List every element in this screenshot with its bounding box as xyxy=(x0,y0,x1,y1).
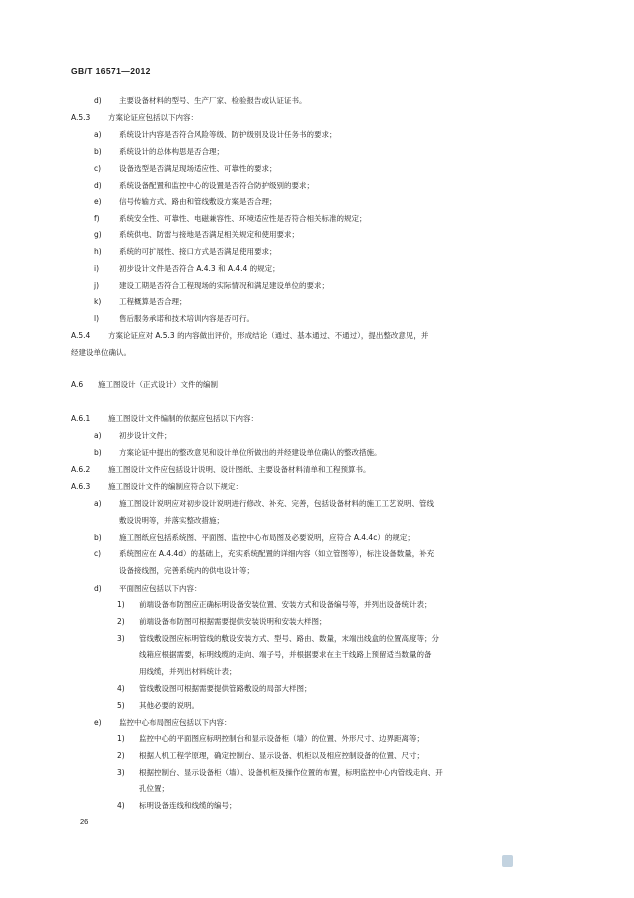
item-label: a) xyxy=(94,130,102,139)
corner-logo-icon xyxy=(502,855,513,867)
clause-number: A.5.3 xyxy=(71,113,91,122)
sub-item-text: 前端设备布防图应正确标明设备安装位置、安装方式和设备编号等，并列出设备统计表； xyxy=(139,600,432,609)
sub-item-label: 3) xyxy=(117,768,125,777)
item-text: 系统设计的总体构思是否合理； xyxy=(119,147,224,156)
item-label: k) xyxy=(94,297,102,306)
clause-text: 方案论证应对 A.5.3 的内容做出评价，形成结论（通过、基本通过、不通过），提出整改意见，并 xyxy=(108,331,429,340)
sub-item-label: 2) xyxy=(117,617,125,626)
item-text: 建设工期是否符合工程现场的实际情况和满足建设单位的要求； xyxy=(119,281,329,290)
item-text: 设备接线图，完善系统内的供电设计等； xyxy=(119,566,254,575)
section-number: A.6 xyxy=(71,380,84,389)
item-label: a) xyxy=(94,499,102,508)
sub-item-text: 监控中心的平面图应标明控制台和显示设备柜（墙）的位置、外形尺寸、边界距离等； xyxy=(139,734,424,743)
item-label: c) xyxy=(94,549,102,558)
item-label: c) xyxy=(94,164,102,173)
sub-item-text: 前端设备布防图可根据需要提供安装说明和安装大样图； xyxy=(139,617,327,626)
sub-item-text: 线箱应根据需要，标明线缆的走向、端子号，并根据要求在主干线路上预留适当数量的备 xyxy=(139,650,432,659)
sub-item-label: 3) xyxy=(117,634,125,643)
item-label: b) xyxy=(94,448,102,457)
clause-text: 方案论证应包括以下内容： xyxy=(108,113,198,122)
sub-item-label: 1) xyxy=(117,600,125,609)
clause-text: 施工图设计文件应包括设计说明、设计图纸、主要设备材料清单和工程预算书。 xyxy=(108,465,371,474)
document-header: GB/T 16571—2012 xyxy=(71,66,151,76)
sub-item-label: 1) xyxy=(117,734,125,743)
sub-item-label: 5) xyxy=(117,701,125,710)
clause-text: 施工图设计文件的编制应符合以下规定： xyxy=(108,482,243,491)
sub-item-text: 根据人机工程学原理，确定控制台、显示设备、机柜以及相应控制设备的位置、尺寸； xyxy=(139,751,424,760)
item-label: h) xyxy=(94,247,102,256)
item-label: j) xyxy=(94,281,100,290)
item-text: 系统设计内容是否符合风险等级、防护级别及设计任务书的要求； xyxy=(119,130,337,139)
item-text: 信号传输方式、路由和管线敷设方案是否合理； xyxy=(119,197,277,206)
item-label: l) xyxy=(94,314,100,323)
item-text: 设备选型是否满足现场适应性、可靠性的要求； xyxy=(119,164,277,173)
item-label: a) xyxy=(94,431,102,440)
section-title: 施工图设计（正式设计）文件的编制 xyxy=(98,380,218,389)
sub-item-text: 根据控制台、显示设备柜（墙）、设备机柜及操作位置的布置，标明监控中心内管线走向、开 xyxy=(139,768,443,777)
item-text: 方案论证中提出的整改意见和设计单位所做出的并经建设单位确认的整改措施。 xyxy=(119,448,382,457)
page-number: 26 xyxy=(80,817,89,826)
item-label: d) xyxy=(94,181,102,190)
item-label: d) xyxy=(94,584,102,593)
item-text: 施工图纸应包括系统图、平面图、监控中心布局图及必要说明，应符合 A.4.4c）的规定； xyxy=(119,533,415,542)
item-text: 主要设备材料的型号、生产厂家、检验报告或认证证书。 xyxy=(119,96,307,105)
clause-text: 施工图设计文件编制的依据应包括以下内容： xyxy=(108,414,258,423)
item-label: e) xyxy=(94,197,102,206)
sub-item-label: 4) xyxy=(117,684,125,693)
item-text: 平面图应包括以下内容： xyxy=(119,584,202,593)
clause-text: 经建设单位确认。 xyxy=(71,348,131,357)
sub-item-text: 管线敷设图应标明管线的敷设安装方式、型号、路由、数量，末端出线盒的位置高度等；分 xyxy=(139,634,439,643)
item-text: 系统的可扩展性、接口方式是否满足使用要求； xyxy=(119,247,277,256)
item-label: f) xyxy=(94,214,100,223)
sub-item-text: 孔位置； xyxy=(139,784,169,793)
item-text: 监控中心布局图应包括以下内容： xyxy=(119,718,232,727)
item-label: e) xyxy=(94,718,102,727)
item-text: 初步设计文件是否符合 A.4.3 和 A.4.4 的规定； xyxy=(119,264,280,273)
item-text: 敷设说明等，并落实整改措施； xyxy=(119,516,224,525)
item-text: 系统安全性、可靠性、电磁兼容性、环境适应性是否符合相关标准的规定； xyxy=(119,214,367,223)
sub-item-label: 2) xyxy=(117,751,125,760)
item-text: 初步设计文件； xyxy=(119,431,172,440)
item-text: 系统供电、防雷与接地是否满足相关规定和使用要求； xyxy=(119,230,299,239)
sub-item-label: 4) xyxy=(117,801,125,810)
clause-number: A.5.4 xyxy=(71,331,91,340)
item-label: d) xyxy=(94,96,102,105)
sub-item-text: 用线缆，并列出材料统计表； xyxy=(139,667,237,676)
sub-item-text: 其他必要的说明。 xyxy=(139,701,199,710)
item-text: 系统图应在 A.4.4d）的基础上，充实系统配置的详细内容（如立管图等），标注设备数量，补充 xyxy=(119,549,435,558)
item-text: 施工图设计说明应对初步设计说明进行修改、补充、完善，包括设备材料的施工工艺说明、管线 xyxy=(119,499,434,508)
sub-item-text: 管线敷设图可根据需要提供管路敷设的局部大样图； xyxy=(139,684,312,693)
clause-number: A.6.1 xyxy=(71,414,91,423)
item-label: b) xyxy=(94,147,102,156)
sub-item-text: 标明设备连线和线缆的编号； xyxy=(139,801,237,810)
item-text: 系统设备配置和监控中心的设置是否符合防护级别的要求； xyxy=(119,181,314,190)
item-text: 售后服务承诺和技术培训内容是否可行。 xyxy=(119,314,254,323)
item-text: 工程概算是否合理； xyxy=(119,297,187,306)
clause-number: A.6.3 xyxy=(71,482,91,491)
item-label: g) xyxy=(94,230,102,239)
item-label: i) xyxy=(94,264,100,273)
item-label: b) xyxy=(94,533,102,542)
clause-number: A.6.2 xyxy=(71,465,91,474)
